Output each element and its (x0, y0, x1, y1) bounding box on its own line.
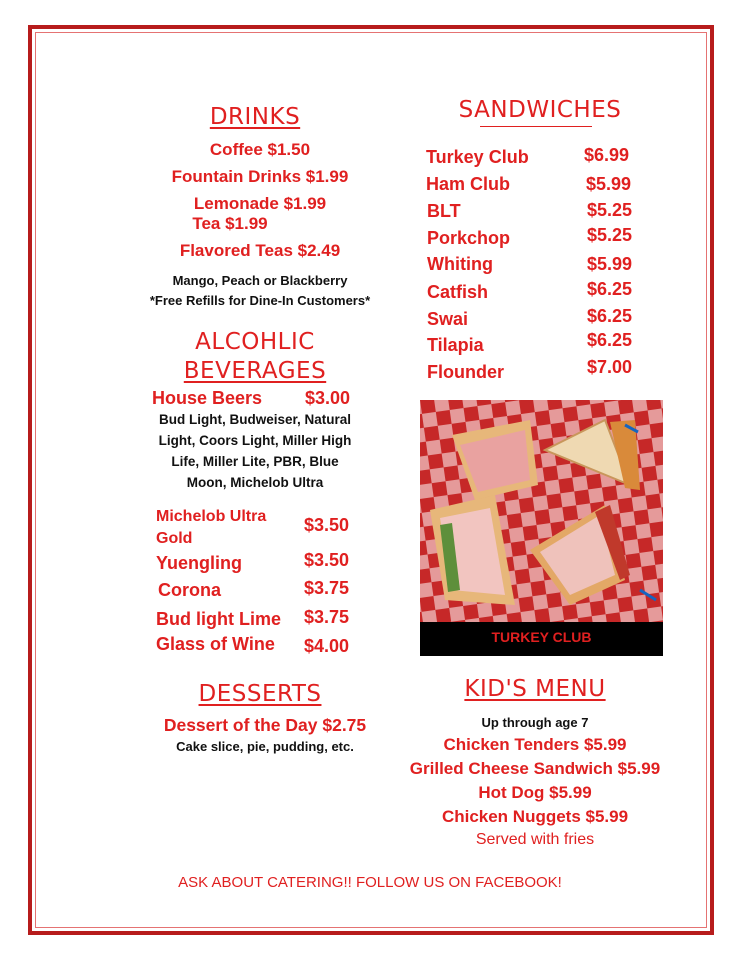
beer-name: Glass of Wine (156, 634, 275, 654)
kids-item: Chicken Tenders $5.99 (443, 735, 627, 754)
beer-price: $4.00 (304, 636, 350, 656)
kids-note: Served with fries (475, 831, 595, 848)
beer-name: Michelob Ultra (156, 508, 267, 525)
sandwich-name: Tilapia (427, 335, 484, 355)
sandwich-price: $6.25 (587, 330, 633, 350)
sandwich-price: $6.99 (584, 145, 630, 165)
drink-note: Mango, Peach or Blackberry (172, 273, 348, 288)
drink-item: Tea $1.99 (192, 214, 268, 233)
beer-name: Corona (158, 580, 221, 600)
footer-text: ASK ABOUT CATERING!! FOLLOW US ON FACEBOOK! (178, 874, 562, 891)
sandwiches-underline (480, 126, 592, 127)
house-beer-line: Light, Coors Light, Miller High (158, 433, 352, 448)
sandwich-name: Ham Club (426, 174, 511, 194)
house-beers-label: House Beers (152, 388, 263, 408)
dessert-note: Cake slice, pie, pudding, etc. (176, 739, 354, 754)
kids-subtitle: Up through age 7 (481, 715, 589, 730)
sandwich-price: $5.99 (587, 254, 633, 274)
drink-item: Coffee $1.50 (209, 140, 311, 159)
beer-name: Yuengling (156, 553, 243, 573)
house-beer-line: Life, Miller Lite, PBR, Blue (171, 454, 339, 469)
kids-item: Grilled Cheese Sandwich $5.99 (409, 759, 661, 778)
sandwich-price: $7.00 (587, 357, 633, 377)
sandwich-name: Catfish (427, 282, 489, 302)
house-beer-line: Moon, Michelob Ultra (186, 475, 324, 490)
sandwich-name: Swai (427, 309, 469, 329)
sandwich-name: BLT (427, 201, 461, 221)
sandwich-price: $5.99 (586, 174, 632, 194)
kids-item: Chicken Nuggets $5.99 (441, 807, 629, 826)
house-beer-line: Bud Light, Budweiser, Natural (158, 412, 352, 427)
sandwich-name: Porkchop (427, 228, 511, 248)
alcohol-heading (150, 328, 360, 386)
house-beers-price: $3.00 (305, 388, 351, 408)
beer-name-cont: Gold (156, 530, 193, 547)
sandwich-price: $5.25 (587, 200, 633, 220)
desserts-heading: DESSERTS (198, 681, 322, 707)
photo-caption: TURKEY CLUB (420, 622, 663, 656)
alcohol-heading-line2: BEVERAGES (183, 358, 327, 384)
sandwiches-heading: SANDWICHES (458, 97, 622, 123)
dessert-item: Dessert of the Day $2.75 (163, 715, 367, 735)
sandwich-name: Whiting (427, 254, 493, 274)
alcohol-heading-line1: ALCOHLIC (195, 329, 315, 355)
beer-price: $3.75 (304, 607, 350, 627)
turkey-club-photo (420, 400, 663, 622)
beer-price: $3.50 (304, 550, 350, 570)
drink-item: Fountain Drinks $1.99 (171, 167, 349, 186)
drinks-heading: DRINKS (209, 104, 301, 130)
beer-price: $3.75 (304, 578, 350, 598)
sandwich-price: $6.25 (587, 306, 633, 326)
kids-item: Hot Dog $5.99 (478, 783, 592, 802)
sandwich-name: Flounder (427, 362, 504, 382)
sandwich-price: $6.25 (587, 279, 633, 299)
beer-name: Bud light Lime (156, 609, 281, 629)
sandwich-price: $5.25 (587, 225, 633, 245)
house-beers-list (135, 409, 375, 493)
beer-price: $3.50 (304, 515, 350, 535)
drink-item: Lemonade $1.99 (193, 194, 327, 213)
drink-refill-note: *Free Refills for Dine-In Customers* (149, 293, 371, 308)
kids-heading: KID'S MENU (464, 676, 606, 702)
drink-item: Flavored Teas $2.49 (179, 241, 341, 260)
sandwich-name: Turkey Club (426, 147, 529, 167)
